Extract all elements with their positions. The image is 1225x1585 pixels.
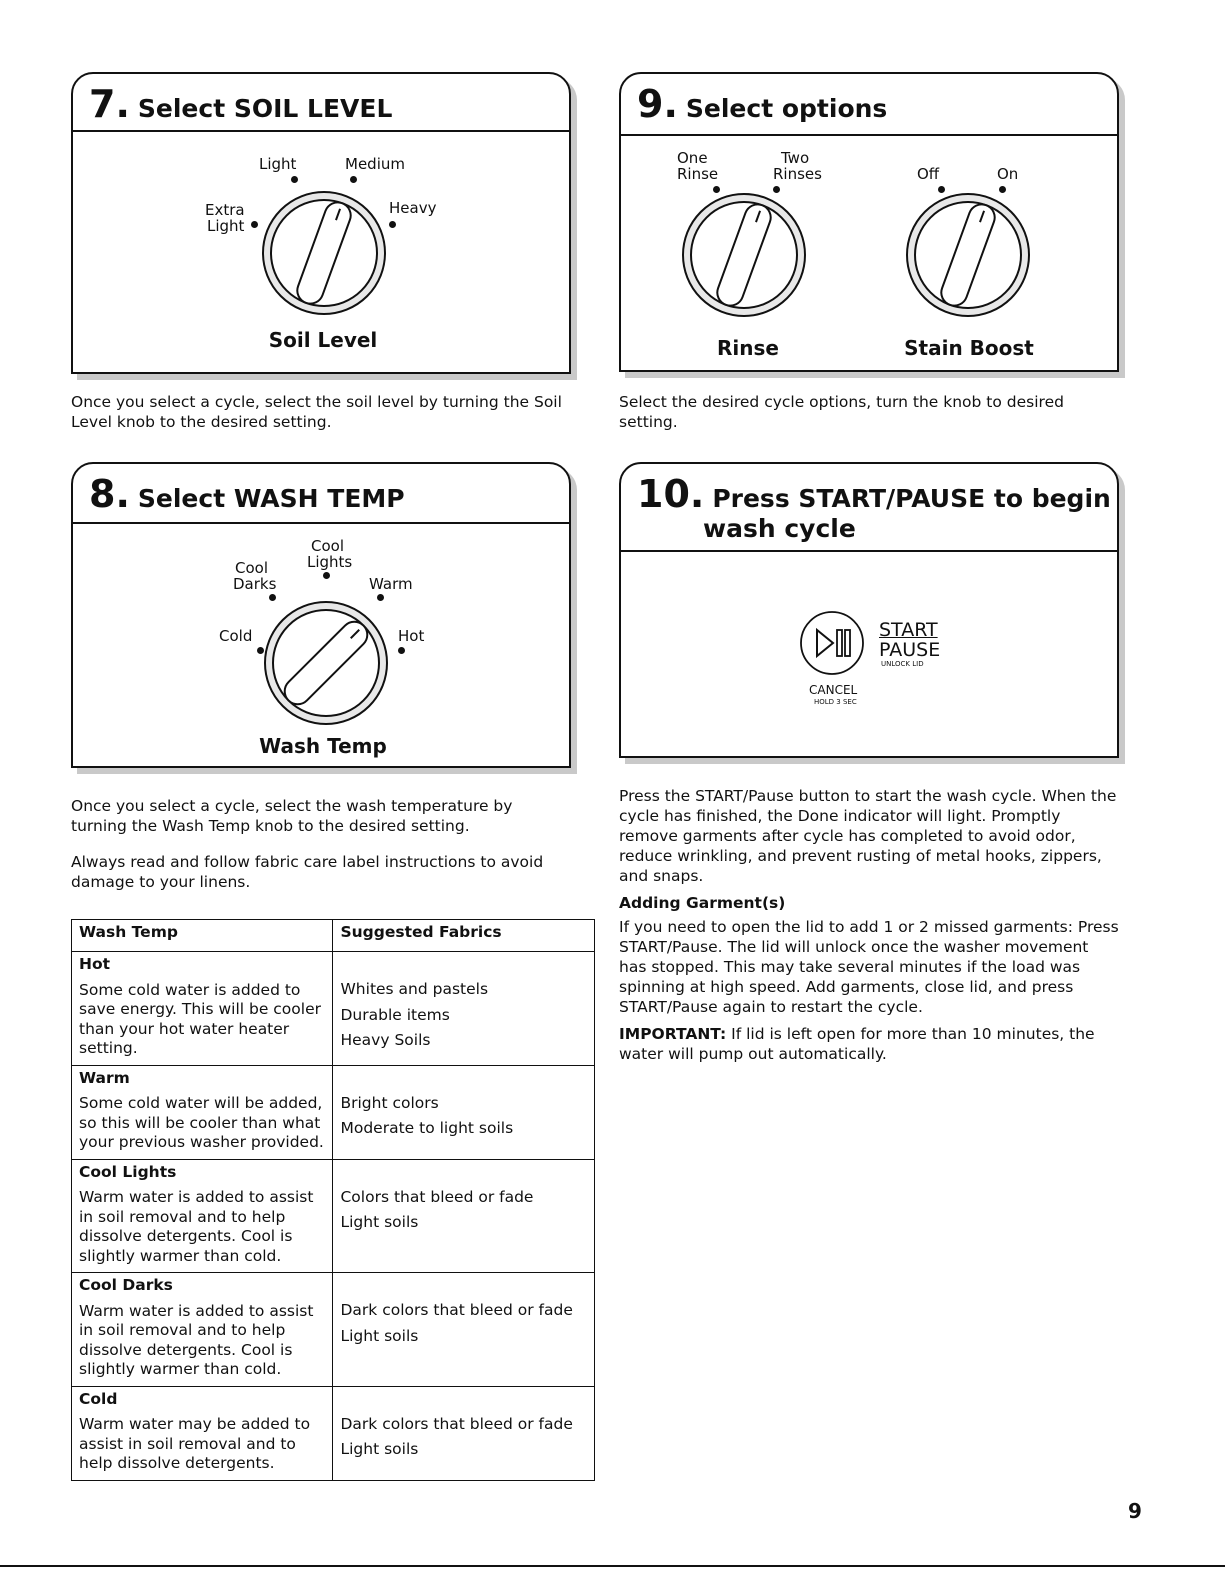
label-hot: Hot	[398, 627, 425, 645]
label-cold: Cold	[219, 627, 253, 645]
fabric-item: Durable items	[340, 1005, 450, 1024]
wash-temp-description: Once you select a cycle, select the wash temperature by turning the Wash Temp knob to the desired setting.	[71, 797, 513, 835]
soil-level-title	[89, 82, 392, 126]
options-panel	[619, 72, 1119, 372]
table-cell-temp	[72, 1065, 333, 1159]
label-two: Two	[781, 149, 810, 167]
dot-extra-light	[251, 221, 258, 228]
hold-3-sec-label: HOLD 3 SEC	[814, 698, 857, 706]
page-number: 9	[1128, 1499, 1142, 1523]
step-title: Select WASH TEMP	[137, 484, 405, 513]
row-description: Warm water may be added to assist in soil removal and to help dissolve detergents.	[79, 1415, 311, 1472]
label-warm: Warm	[369, 575, 413, 593]
row-title: Hot	[79, 955, 111, 973]
fabric-care-note: Always read and follow fabric care label instructions to avoid damage to your linens.	[71, 853, 544, 891]
fabric-item: Colors that bleed or fade	[340, 1187, 534, 1206]
table-row	[72, 1273, 595, 1387]
table-header-row	[72, 920, 595, 952]
footer-rule	[0, 1565, 1225, 1567]
fabric-item: Whites and pastels	[340, 980, 489, 998]
important-text: If lid is left open for more than 10 minutes, the water will pump out automatically.	[619, 1025, 1095, 1063]
dot-cool-lights	[323, 572, 330, 579]
fabric-item: Light soils	[340, 1326, 419, 1345]
step-title: Press START/PAUSE to begin	[712, 484, 1111, 513]
row-description: Warm water is added to assist in soil removal and to help dissolve detergents. Cool is slightly warmer than cold.	[79, 1188, 314, 1265]
label-darks: Darks	[233, 575, 277, 593]
options-description: Select the desired cycle options, turn the knob to desired setting.	[619, 393, 1064, 431]
fabric-item: Dark colors that bleed or fade	[340, 1301, 573, 1319]
row-title: Warm	[79, 1068, 130, 1087]
label-extra-light: Light	[207, 217, 245, 235]
fabric-item: Dark colors that bleed or fade	[340, 1414, 573, 1433]
fabric-item: Light soils	[340, 1440, 419, 1458]
options-panel-header	[621, 74, 1117, 136]
step-title: Select SOIL LEVEL	[137, 94, 393, 123]
fabric-item: Bright colors	[340, 1093, 439, 1112]
label-medium: Medium	[345, 155, 405, 173]
stain-boost-knob[interactable]	[903, 190, 1033, 320]
table-row	[72, 1065, 595, 1159]
step-number: 10.	[637, 472, 705, 516]
row-title: Cold	[79, 1389, 118, 1408]
fabric-item: Moderate to light soils	[340, 1119, 514, 1137]
label-cool-top: Cool	[311, 537, 344, 555]
label-on: On	[997, 165, 1019, 183]
start-label: START	[879, 619, 938, 641]
wash-temp-panel	[71, 462, 571, 768]
label-extra: Extra	[205, 201, 245, 219]
adding-garments-heading: Adding Garment(s)	[619, 894, 786, 912]
options-title	[637, 82, 887, 126]
label-two-rinses: Rinses	[773, 165, 822, 183]
label-light: Light	[259, 155, 297, 173]
table-header-suggested-fabrics: Suggested Fabrics	[333, 920, 595, 952]
wash-temp-knob-label: Wash Temp	[259, 734, 387, 758]
table-cell-fabrics	[333, 1065, 595, 1159]
label-heavy: Heavy	[389, 199, 437, 217]
pause-label: PAUSE	[879, 639, 941, 661]
unlock-lid-label: UNLOCK LID	[881, 660, 924, 668]
table-cell-temp	[72, 1273, 333, 1387]
fabric-item: Heavy Soils	[340, 1031, 431, 1049]
label-lights: Lights	[307, 553, 353, 571]
dot-hot	[398, 647, 405, 654]
table-cell-fabrics	[333, 1386, 595, 1480]
step-number: 7.	[89, 82, 130, 126]
label-cool-left: Cool	[235, 559, 268, 577]
table-row	[72, 952, 595, 1066]
wash-temp-panel-header	[73, 464, 569, 524]
table-cell-temp	[72, 1386, 333, 1480]
soil-level-panel-header	[73, 74, 569, 132]
important-label: IMPORTANT:	[619, 1025, 727, 1043]
fabric-item: Light soils	[340, 1213, 419, 1231]
label-one-rinse: Rinse	[677, 165, 719, 183]
row-description: Warm water is added to assist in soil removal and to help dissolve detergents. Cool is slightly warmer than cold.	[79, 1301, 314, 1378]
table-cell-fabrics	[333, 1273, 595, 1387]
row-description: Some cold water will be added, so this will be cooler than what your previous washer provided.	[79, 1094, 324, 1151]
step-title: Select options	[685, 94, 888, 123]
table-cell-temp	[72, 952, 333, 1066]
table-row	[72, 1159, 595, 1273]
soil-level-knob-label: Soil Level	[268, 328, 378, 352]
start-pause-description: Press the START/Pause button to start the wash cycle. When the cycle has finished, the Done indicator will light. Promptly remove garments after cycle has completed to avoid odor, reduce wrinkling, and prevent rusting of metal hooks, zippers, and snaps.	[619, 787, 1117, 885]
start-pause-panel-header	[621, 464, 1117, 552]
soil-level-description: Once you select a cycle, select the soil level by turning the Soil Level knob to the desired setting.	[71, 393, 562, 431]
start-pause-title-line2: wash cycle	[703, 514, 856, 543]
adding-garments-text: If you need to open the lid to add 1 or 2 missed garments: Press START/Pause. The lid will unlock once the washer movement has stopped. This may take several minutes if the load was spinning at high speed. Add garments, close lid, and press START/Pause again to restart the cycle.	[619, 918, 1119, 1016]
table-row	[72, 1386, 595, 1480]
table-header-wash-temp: Wash Temp	[72, 920, 333, 952]
soil-level-panel	[71, 72, 571, 374]
wash-temp-table	[71, 919, 595, 1481]
important-note	[619, 1024, 1119, 1064]
row-title: Cool Darks	[79, 1276, 173, 1294]
row-description: Some cold water is added to save energy. This will be cooler than your hot water heater setting.	[79, 980, 321, 1057]
step-number: 9.	[637, 82, 678, 126]
step-number: 8.	[89, 472, 130, 516]
label-off: Off	[917, 165, 940, 183]
label-one: One	[677, 149, 708, 167]
table-cell-fabrics	[333, 952, 595, 1066]
start-pause-button[interactable]	[799, 610, 865, 676]
cancel-label: CANCEL	[809, 683, 858, 697]
table-cell-fabrics	[333, 1159, 595, 1273]
table-cell-temp	[72, 1159, 333, 1273]
start-pause-panel	[619, 462, 1119, 758]
dot-light	[291, 176, 298, 183]
dot-medium	[350, 176, 357, 183]
wash-temp-knob[interactable]	[261, 598, 391, 728]
rinse-knob[interactable]	[679, 190, 809, 320]
start-pause-title	[637, 472, 1111, 516]
stain-boost-knob-label: Stain Boost	[904, 336, 1034, 360]
row-title: Cool Lights	[79, 1162, 177, 1181]
soil-level-knob[interactable]	[259, 188, 389, 318]
rinse-knob-label: Rinse	[717, 336, 779, 360]
wash-temp-title	[89, 472, 405, 516]
dot-heavy	[389, 221, 396, 228]
